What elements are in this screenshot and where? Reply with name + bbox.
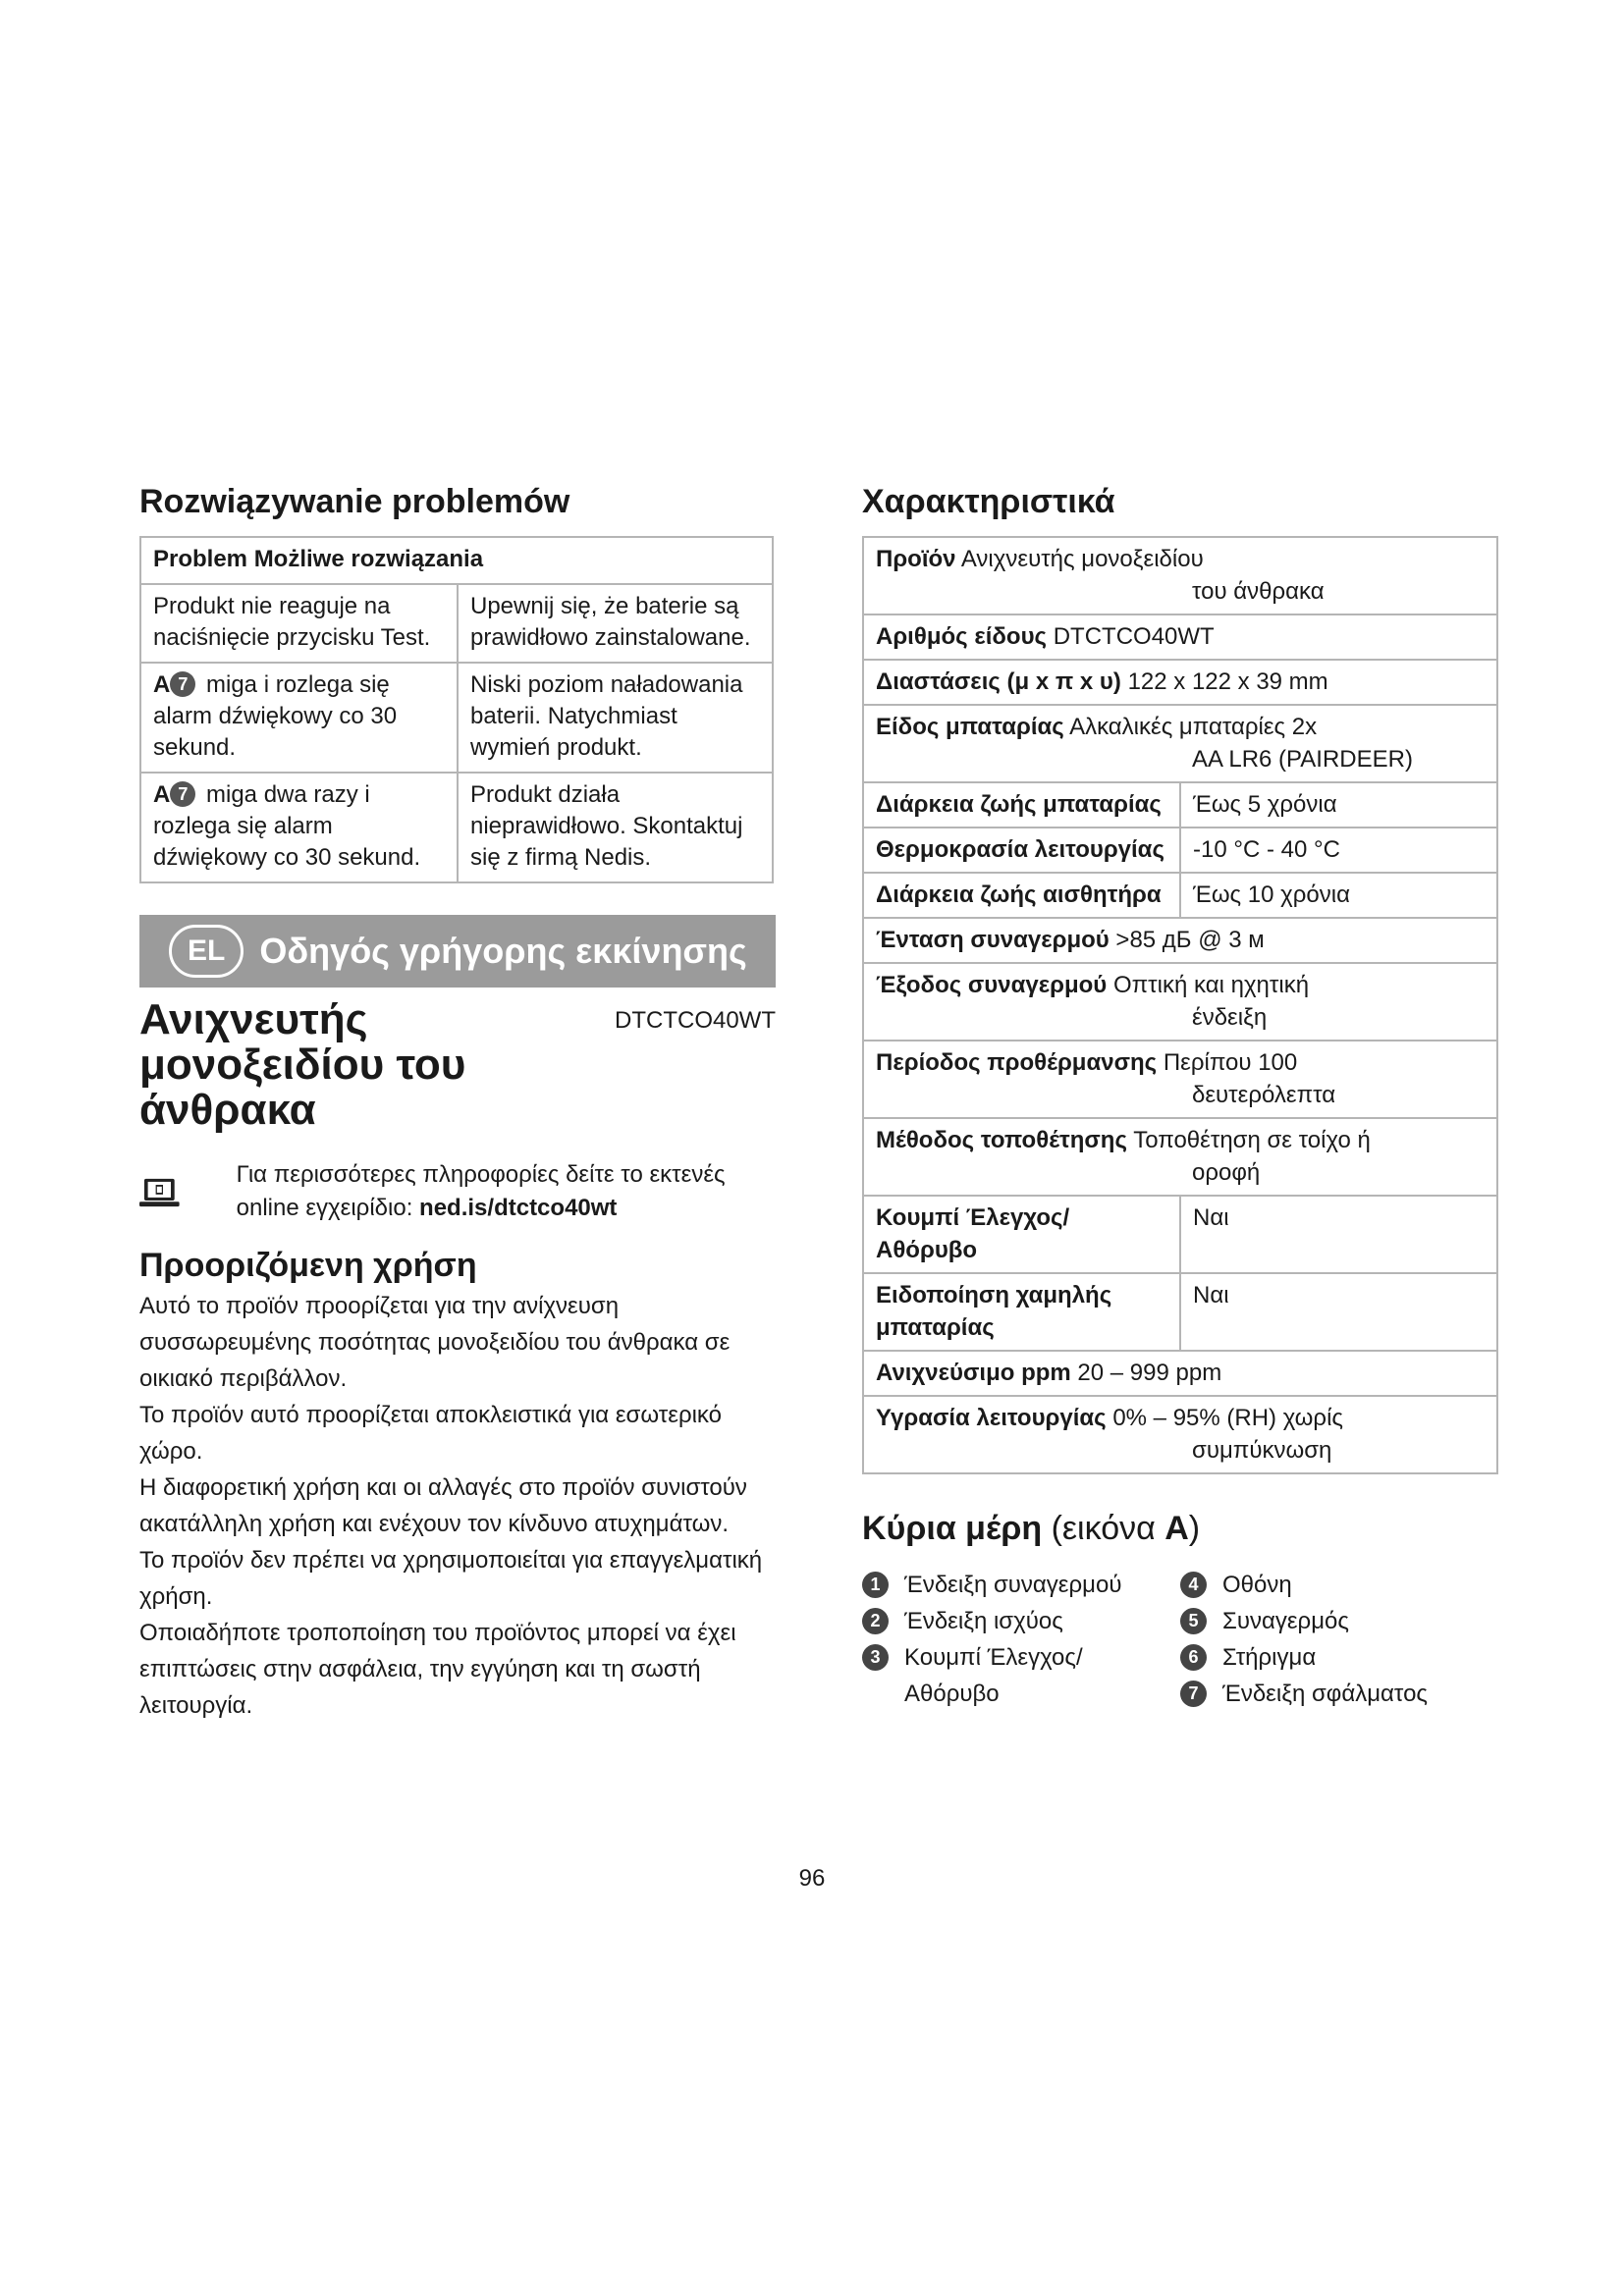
spec-value-cont: του άνθρακα	[1192, 578, 1325, 605]
table-row	[863, 918, 1497, 963]
manual-link[interactable]: ned.is/dtctco40wt	[419, 1195, 618, 1221]
spec-label: Ένταση συναγερμού	[876, 927, 1110, 953]
spec-label: Ανιχνεύσιμο ppm	[876, 1360, 1071, 1386]
table-row	[863, 782, 1497, 828]
table-header: Problem Możliwe rozwiązania	[140, 537, 773, 584]
spec-label: Υγρασία λειτουργίας	[876, 1405, 1107, 1431]
right-column	[862, 481, 1498, 1712]
spec-value: 122 x 122 x 39 mm	[1127, 668, 1328, 695]
table-row	[863, 1351, 1497, 1396]
intended-use-paragraph: Η διαφορετική χρήση και οι αλλαγές στο προϊόν συνιστούν ακατάλληλη χρήση και ενέχουν τον κίνδυνο ατυχημάτων.	[139, 1474, 747, 1537]
part-number-badge: 6	[1180, 1644, 1207, 1671]
spec-label: Περίοδος προθέρμανσης	[876, 1049, 1158, 1076]
table-row	[863, 828, 1497, 873]
table-row	[863, 660, 1497, 705]
spec-label: Διάρκεια ζωής μπαταρίας	[876, 791, 1162, 818]
product-title-row	[139, 997, 776, 1145]
table-row	[863, 1041, 1497, 1118]
page-number: 96	[798, 1865, 826, 1892]
spec-value: Έως 10 χρόνια	[1180, 873, 1497, 918]
table-row	[863, 614, 1497, 660]
parts-subtitle	[1052, 1510, 1201, 1547]
part-number-badge: 2	[862, 1608, 889, 1634]
spec-label: Προϊόν	[876, 546, 956, 572]
intended-use-paragraph: Το προϊόν δεν πρέπει να χρησιμοποιείται για επαγγελματική χρήση.	[139, 1547, 763, 1610]
part-number-badge: 5	[1180, 1608, 1207, 1634]
spec-label: Διάρκεια ζωής αισθητήρα	[876, 881, 1162, 908]
intended-use-paragraph: Οποιαδήποτε τροποποίηση του προϊόντος μπορεί να έχει επιπτώσεις στην ασφάλεια, την εγγύηση και τη σωστή λειτουργία.	[139, 1620, 736, 1719]
spec-label: Είδος μπαταρίας	[876, 714, 1064, 740]
part-number-badge: 7	[170, 781, 195, 807]
table-row	[140, 584, 773, 663]
table-row	[863, 873, 1497, 918]
part-label: Ένδειξη συναγερμού	[904, 1572, 1122, 1598]
part-number-badge: 7	[170, 671, 195, 697]
spec-value-cont: δευτερόλεπτα	[1192, 1082, 1336, 1108]
spec-value: Έως 5 χρόνια	[1180, 782, 1497, 828]
spec-value: Ανιχνευτής μονοξειδίου	[960, 546, 1204, 572]
part-number-badge: 3	[862, 1644, 889, 1671]
problem-text: miga dwa razy i rozlega się alarm dźwiękowy co 30 sekund.	[153, 781, 421, 871]
info-text: Για περισσότερες πληροφορίες δείτε το εκτενές online εγχειρίδιο:	[236, 1161, 726, 1221]
table-row	[863, 963, 1497, 1041]
laptop-icon	[139, 1166, 180, 1219]
intended-use-paragraph: Το προϊόν αυτό προορίζεται αποκλειστικά για εσωτερικό χώρο.	[139, 1402, 722, 1465]
spec-label: Ειδοποίηση χαμηλής μπαταρίας	[876, 1282, 1112, 1341]
product-title: Ανιχνευτής μονοξειδίου του άνθρακα	[139, 995, 466, 1134]
parts-title-text: Κύρια μέρη	[862, 1510, 1043, 1547]
problem-cell: Produkt nie reaguje na naciśnięcie przycisku Test.	[140, 584, 458, 663]
spec-value: 0% – 95% (RH) χωρίς	[1112, 1405, 1343, 1431]
list-item	[1180, 1676, 1498, 1712]
solution-cell: Produkt działa nieprawidłowo. Skontaktuj się z firmą Nedis.	[458, 773, 773, 882]
spec-value: -10 °C - 40 °C	[1180, 828, 1497, 873]
table-row	[863, 537, 1497, 614]
spec-value: >85 дБ @ 3 м	[1115, 927, 1265, 953]
intended-use-title: Προοριζόμενη χρήση	[139, 1247, 477, 1284]
parts-subtitle-figure: A	[1164, 1510, 1189, 1547]
solution-cell: Niski poziom naładowania baterii. Natychmiast wymień produkt.	[458, 663, 773, 773]
part-label: Οθόνη	[1222, 1572, 1292, 1598]
spec-label: Κουμπί Έλεγχος/ Αθόρυβο	[876, 1204, 1070, 1263]
list-item	[862, 1603, 1180, 1639]
spec-value: DTCTCO40WT	[1053, 623, 1215, 650]
part-label: Κουμπί Έλεγχος/ Αθόρυβο	[904, 1644, 1083, 1707]
banner-title: Οδηγός γρήγορης εκκίνησης	[259, 931, 747, 971]
parts-column	[1180, 1567, 1498, 1712]
spec-value: Ναι	[1180, 1196, 1497, 1273]
part-number-badge: 7	[1180, 1681, 1207, 1707]
parts-title	[862, 1508, 1498, 1549]
product-code: DTCTCO40WT	[615, 1007, 776, 1034]
part-number-badge: 4	[1180, 1572, 1207, 1598]
list-item	[1180, 1603, 1498, 1639]
troubleshooting-table	[139, 536, 774, 883]
spec-label: Θερμοκρασία λειτουργίας	[876, 836, 1164, 863]
part-label: Ένδειξη σφάλματος	[1222, 1681, 1428, 1707]
spec-label: Αριθμός είδους	[876, 623, 1048, 650]
part-label: Στήριγμα	[1222, 1644, 1317, 1671]
spec-value: Οπτική και ηχητική	[1112, 972, 1310, 998]
parts-list	[862, 1567, 1498, 1712]
table-row	[863, 705, 1497, 782]
table-row	[140, 773, 773, 882]
spec-label: Διαστάσεις (μ x π x υ)	[876, 668, 1121, 695]
spec-value-cont: ένδειξη	[1192, 1004, 1268, 1031]
spec-value: Ναι	[1180, 1273, 1497, 1351]
problem-cell	[140, 773, 458, 882]
list-item	[862, 1567, 1180, 1603]
intended-use-paragraph: Αυτό το προϊόν προορίζεται για την ανίχνευση συσσωρευμένης ποσότητας μονοξειδίου του άνθρακα σε οικιακό περιβάλλον.	[139, 1293, 731, 1392]
table-header-row	[140, 537, 773, 584]
troubleshooting-title: Rozwiązywanie problemów	[139, 483, 570, 520]
part-label: Συναγερμός	[1222, 1608, 1349, 1634]
table-row	[863, 1273, 1497, 1351]
manual-info	[139, 1158, 776, 1225]
spec-value: Αλκαλικές μπαταρίες 2x	[1069, 714, 1318, 740]
parts-subtitle-pre: (εικόνα	[1051, 1510, 1165, 1547]
main-parts-section	[862, 1508, 1498, 1712]
list-item	[1180, 1567, 1498, 1603]
specs-table	[862, 536, 1498, 1474]
parts-column	[862, 1567, 1180, 1712]
spec-label: Μέθοδος τοποθέτησης	[876, 1127, 1127, 1153]
language-banner	[139, 915, 776, 988]
spec-value-cont: συμπύκνωση	[1192, 1437, 1332, 1464]
parts-subtitle-post: )	[1188, 1510, 1201, 1547]
spec-value-cont: οροφή	[1192, 1159, 1261, 1186]
spec-value-cont: AA LR6 (PAIRDEER)	[1192, 746, 1413, 773]
figure-ref: A	[153, 671, 171, 698]
solution-cell: Upewnij się, że baterie są prawidłowo zainstalowane.	[458, 584, 773, 663]
part-label: Ένδειξη ισχύος	[904, 1608, 1063, 1634]
problem-cell	[140, 663, 458, 773]
spec-label: Έξοδος συναγερμού	[876, 972, 1108, 998]
left-column	[139, 481, 776, 1724]
list-item	[862, 1639, 1180, 1712]
manual-info-text	[237, 1158, 776, 1225]
table-row	[863, 1396, 1497, 1473]
table-row	[863, 1118, 1497, 1196]
language-badge: EL	[169, 925, 244, 978]
problem-text: miga i rozlega się alarm dźwiękowy co 30 sekund.	[153, 671, 398, 761]
spec-value: Τοποθέτηση σε τοίχο ή	[1133, 1127, 1371, 1153]
figure-ref: A	[153, 781, 171, 808]
spec-value: Περίπου 100	[1163, 1049, 1298, 1076]
specs-title: Χαρακτηριστικά	[862, 483, 1115, 520]
table-row	[863, 1196, 1497, 1273]
part-number-badge: 1	[862, 1572, 889, 1598]
list-item	[1180, 1639, 1498, 1676]
table-row	[140, 663, 773, 773]
spec-value: 20 – 999 ppm	[1077, 1360, 1222, 1386]
